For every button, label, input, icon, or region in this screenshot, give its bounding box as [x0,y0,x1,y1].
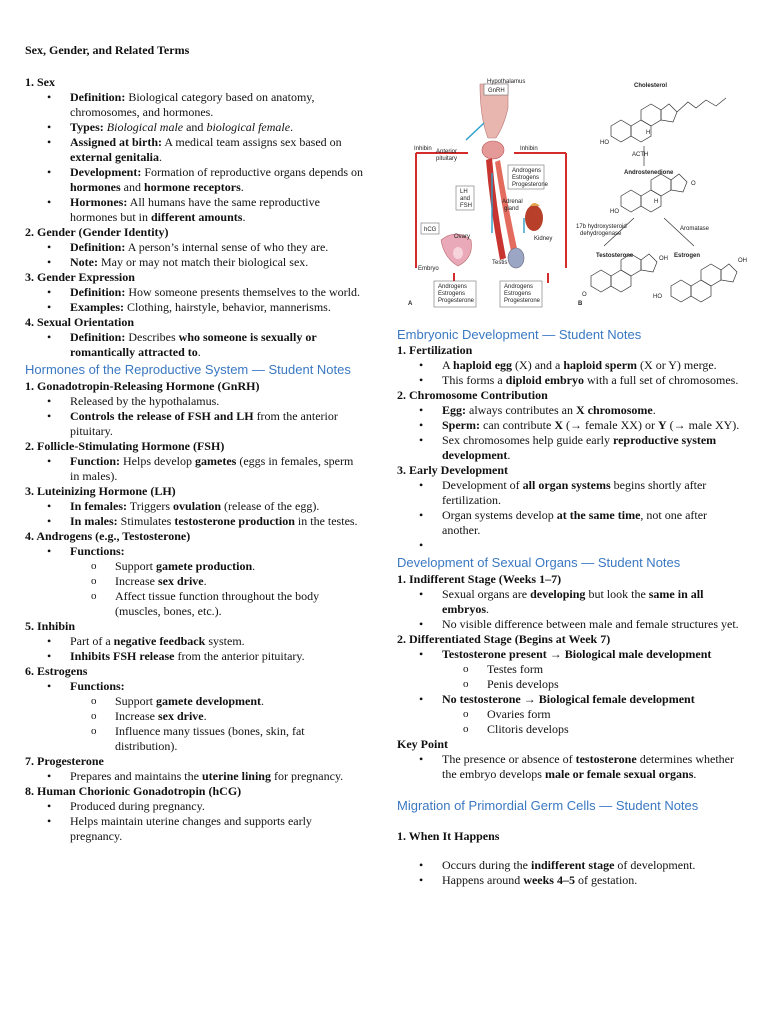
hcg-list [25,799,365,844]
fig-label-hcg: hCG [424,227,437,233]
panel-b-steroid-pathway [591,98,737,302]
list-item: • Happens around weeks 4–5 of gestation. [397,873,742,888]
fig-label-inhibin-right: Inhibin [520,146,538,152]
fig-label-h2: H [654,199,659,205]
sub-list-item: o Penis develops [397,677,742,692]
migration-heading: Migration of Primordial Germ Cells — Student Notes [397,798,699,813]
list-item: • This forms a diploid embryo with a full set of chromosomes. [397,373,742,388]
list-item: • Testosterone present → Biological male development [397,647,742,662]
list-item: • Sperm: can contribute X (→ female XX) or Y (→ male XY). [397,418,742,433]
fig-steroid-c-3: Progesterone [504,298,541,304]
list-item: • Organ systems develop at the same time, not one after another. [397,508,742,538]
estrogens-list [25,679,365,754]
lh-list [25,499,365,529]
list-item: • In females: Triggers ovulation (release of the egg). [25,499,365,514]
list-item: • Definition: How someone presents themselves to the world. [25,285,365,300]
lh-title: 3. Luteinizing Hormone (LH) [25,484,176,498]
gnrh-title: 1. Gonadotropin-Releasing Hormone (GnRH) [25,379,260,393]
fig-label-embryo: Embryo [418,266,439,272]
fig-label-testosterone: Testosterone [596,253,634,259]
fig-label-h1: H [646,130,651,136]
list-item: • Part of a negative feedback system. [25,634,365,649]
list-item: • Egg: always contributes an X chromosome. [397,403,742,418]
document-title: Sex, Gender, and Related Terms [25,43,190,57]
list-item: • Development of all organ systems begins shortly after fertilization. [397,478,742,508]
fig-steroid-a-3: Progesterone [512,182,549,188]
fig-label-fsh: FSH [460,203,472,209]
orientation-list [25,330,365,360]
fig-steroid-a-2: Estrogens [512,175,540,181]
list-item: • Sex chromosomes help guide early reproductive system development. [397,433,742,463]
fig-label-o-testosterone: O [582,292,587,298]
embryonic-heading: Embryonic Development — Student Notes [397,327,642,342]
fertilization-list [397,358,742,388]
fig-label-testis: Testis [492,260,508,266]
list-item: • Definition: A person’s internal sense of who they are. [25,240,365,255]
inhibin-list [25,634,365,664]
gnrh-list [25,394,365,439]
fig-steroid-b-3: Progesterone [438,298,475,304]
estrogens-title: 6. Estrogens [25,664,88,678]
fig-label-o-androstenedione: O [691,181,696,187]
differentiated-title: 2. Differentiated Stage (Begins at Week 7) [397,632,611,646]
list-item: • Function: Helps develop gametes (eggs in females, sperm in males). [25,454,365,484]
list-item: • Controls the release of FSH and LH from the anterior pituitary. [25,409,365,439]
fig-label-acth: ACTH [632,152,649,158]
sub-list-item: o Testes form [397,662,742,677]
fig-steroid-c-1: Androgens [504,284,534,290]
fsh-title: 2. Follicle-Stimulating Hormone (FSH) [25,439,225,453]
list-item: • Sexual organs are developing but look the same in all embryos. [397,587,742,617]
key-point-list [397,752,742,782]
reproductive-hormone-figure [396,78,748,314]
chromosome-list [397,403,742,463]
orientation-title: 4. Sexual Orientation [25,315,135,329]
list-item: • Functions: [25,679,365,694]
progesterone-title: 7. Progesterone [25,754,104,768]
fig-label-gland: gland [504,206,519,212]
fig-label-adrenal: Adrenal [502,199,523,205]
list-item: • Released by the hypothalamus. [25,394,365,409]
fig-steroid-a-1: Androgens [512,168,542,174]
early-dev-title: 3. Early Development [397,463,508,477]
hcg-title: 8. Human Chorionic Gonadotropin (hCG) [25,784,242,798]
sex-title: 1. Sex [25,75,55,89]
fig-label-kidney: Kidney [534,236,553,242]
fig-label-ho-estrogen: HO [653,294,662,300]
fig-label-ovary: Ovary [454,234,471,240]
androgens-title: 4. Androgens (e.g., Testosterone) [25,529,191,543]
list-item: • Helps maintain uterine changes and supports early pregnancy. [25,814,365,844]
list-item: • Definition: Biological category based on anatomy, chromosomes, and hormones. [25,90,365,120]
list-item: • Types: Biological male and biological female. [25,120,365,135]
differentiated-list [397,647,742,737]
list-item: • Development: Formation of reproductive organs depends on hormones and hormone receptors. [25,165,365,195]
inhibin-title: 5. Inhibin [25,619,76,633]
list-item: • In males: Stimulates testosterone production in the testes. [25,514,365,529]
migration-list [397,858,742,888]
androgens-list [25,544,365,619]
sub-list-item: o Clitoris develops [397,722,742,737]
sexual-organs-heading: Development of Sexual Organs — Student Notes [397,555,681,570]
list-item: • No visible difference between male and female structures yet. [397,617,742,632]
expression-list [25,285,365,315]
gender-title: 2. Gender (Gender Identity) [25,225,169,239]
list-item: • Functions: [25,544,365,559]
list-item: • The presence or absence of testosterone determines whether the embryo develops male or female sexual organs. [397,752,742,782]
early-dev-list [397,478,742,553]
sub-list-item: o Increase sex drive. [25,574,365,589]
list-item: • Prepares and maintains the uterine lining for pregnancy. [25,769,365,784]
fig-label-enzyme-line1: 17b hydroxysteroid [576,224,627,230]
list-item: • Hormones: All humans have the same reproductive hormones but in different amounts. [25,195,365,225]
indifferent-list [397,587,742,632]
list-item: • A haploid egg (X) and a haploid sperm (X or Y) merge. [397,358,742,373]
sub-list-item: o Increase sex drive. [25,709,365,724]
chromosome-title: 2. Chromosome Contribution [397,388,548,402]
expression-title: 3. Gender Expression [25,270,135,284]
list-item: • Examples: Clothing, hairstyle, behavior, mannerisms. [25,300,365,315]
list-item: • No testosterone → Biological female development [397,692,742,707]
fig-label-inhibin-left: Inhibin [414,146,432,152]
fsh-list [25,454,365,484]
fig-label-hypothalamus: Hypothalamus [487,79,526,85]
sub-list-item: o Support gamete development. [25,694,365,709]
panel-a-diagram [408,79,566,307]
sex-list [25,90,365,225]
sub-list-item: o Affect tissue function throughout the body (muscles, bones, etc.). [25,589,365,619]
gender-list [25,240,365,270]
fig-label-oh-testosterone: OH [659,256,668,262]
fig-label-estrogen: Estrogen [674,253,701,259]
progesterone-list [25,769,365,784]
list-item: • Definition: Describes who someone is sexually or romantically attracted to. [25,330,365,360]
left-column [25,43,365,844]
fertilization-title: 1. Fertilization [397,343,473,357]
sub-list-item: o Support gamete production. [25,559,365,574]
fig-label-ho-cholesterol: HO [600,140,609,146]
when-title: 1. When It Happens [397,829,500,843]
sub-list-item: o Ovaries form [397,707,742,722]
fig-steroid-c-2: Estrogens [504,291,532,297]
list-item: • Assigned at birth: A medical team assigns sex based on external genitalia. [25,135,365,165]
fig-label-anterior: Anterior [436,149,458,155]
fig-label-androstenedione: Androstenedione [624,170,674,176]
indifferent-title: 1. Indifferent Stage (Weeks 1–7) [397,572,562,586]
fig-panel-a: A [408,301,413,307]
fig-steroid-b-1: Androgens [438,284,468,290]
fig-label-ho-androstenedione: HO [610,209,619,215]
list-item: • Occurs during the indifferent stage of development. [397,858,742,873]
right-column [397,327,742,888]
hormones-heading: Hormones of the Reproductive System — Student Notes [25,362,351,377]
fig-label-cholesterol: Cholesterol [634,83,668,89]
empty-list-item [397,538,742,553]
fig-label-lh: LH [460,189,468,195]
fig-label-and: and [460,196,471,202]
fig-label-pituitary: pituitary [436,156,458,162]
list-item: • Note: May or may not match their biological sex. [25,255,365,270]
key-point-title: Key Point [397,737,448,751]
list-item: • Produced during pregnancy. [25,799,365,814]
fig-steroid-b-2: Estrogens [438,291,466,297]
fig-label-gnrh: GnRH [488,88,505,94]
fig-panel-b: B [578,301,583,307]
sub-list-item: o Influence many tissues (bones, skin, fat distribution). [25,724,365,754]
fig-label-aromatase: Aromatase [680,226,710,232]
list-item: • Inhibits FSH release from the anterior pituitary. [25,649,365,664]
fig-label-enzyme-line2: dehydrogenase [580,231,622,237]
fig-label-oh-estrogen: OH [738,258,747,264]
